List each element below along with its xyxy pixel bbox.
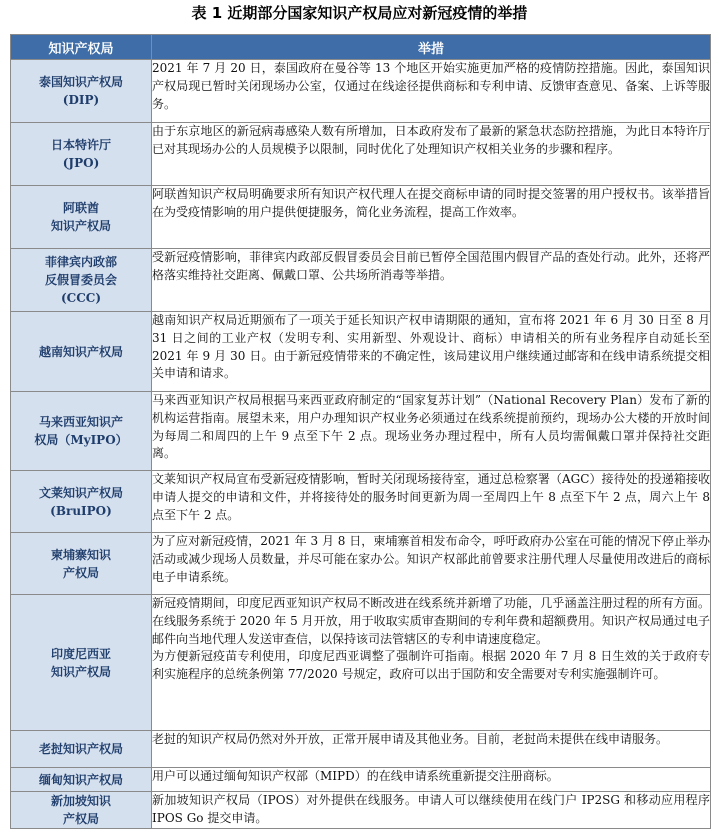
table-row (11, 595, 711, 731)
measure-description-cell (152, 123, 711, 186)
measure-paragraph: 为了应对新冠疫情，2021 年 3 月 8 日，柬埔寨首相发布命令，呼吁政府办公室在可能的情况下停止举办活动或减少现场人员数量，并尽可能在家办公。知识产权部此前曾要求注册代理人尽量使用改进后的商标电子申请系统。 (152, 534, 710, 584)
office-name-cell (11, 312, 152, 392)
measure-description-cell (152, 792, 711, 829)
measure-description-cell (152, 312, 711, 392)
table-row (11, 792, 711, 829)
table-row (11, 249, 711, 312)
office-name-cell (11, 768, 152, 792)
office-name-cell (11, 533, 152, 595)
measure-paragraph: 阿联酋知识产权局明确要求所有知识产权代理人在提交商标申请的同时提交签署的用户授权书。该举措旨在为受疫情影响的用户提供便捷服务，简化业务流程，提高工作效率。 (152, 187, 710, 219)
office-name-line: 日本特许厅 (50, 138, 111, 152)
office-name-line: 泰国知识产权局 (38, 75, 123, 89)
measure-paragraph: 由于东京地区的新冠病毒感染人数有所增加，日本政府发布了最新的紧急状态防控措施，为此日本特许厅已对其现场办公的人员规模予以限制，同时优化了处理知识产权相关业务的步骤和程序。 (152, 124, 710, 156)
table-row (11, 471, 711, 533)
table-row (11, 768, 711, 792)
measure-description-cell (152, 471, 711, 533)
measure-paragraph: 受新冠疫情影响，菲律宾内政部反假冒委员会目前已暂停全国范围内假冒产品的查处行动。此外，还将严格落实维持社交距离、佩戴口罩、公共场所消毒等举措。 (152, 250, 710, 282)
office-name-cell (11, 249, 152, 312)
office-name-line: (JPO) (62, 156, 100, 170)
header-measures: 举措 (152, 35, 711, 60)
table-row (11, 123, 711, 186)
measure-paragraph: 马来西亚知识产权局根据马来西亚政府制定的“国家复苏计划”（National Recovery Plan）发布了新的机构运营指南。展望未来，用户办理知识产权业务必须通过在线系统提前预约，现场办公大楼的开放时间为每周二和周四的上午 9 点至下午 2 点。现场业务办理过程中，所有人员均需佩戴口罩并保持社交距离。 (152, 393, 710, 461)
office-name-line: 反假冒委员会 (44, 273, 117, 287)
ip-measures-table (10, 34, 711, 829)
office-name-line: 知识产权局 (50, 664, 111, 679)
office-name-line: 马来西亚知识产 (38, 415, 123, 429)
table-header-row (11, 35, 711, 60)
office-name-cell (11, 186, 152, 249)
office-name-line: 越南知识产权局 (38, 344, 123, 359)
office-name-line: (CCC) (60, 291, 101, 305)
table-row (11, 392, 711, 471)
measure-paragraph: 2021 年 7 月 20 日，泰国政府在曼谷等 13 个地区开始实施更加严格的疫情防控措施。因此，泰国知识产权局现已暂时关闭现场办公室，仅通过在线途径提供商标和专利申请、反馈审查意见、备案、上诉等服务。 (152, 61, 710, 111)
office-name-line: 权局（MyIPO） (34, 433, 128, 447)
measure-paragraph: 用户可以通过缅甸知识产权部（MIPD）的在线申请系统重新提交注册商标。 (152, 769, 559, 783)
measure-description-cell (152, 186, 711, 249)
measure-description-cell (152, 392, 711, 471)
office-name-line: (DIP) (62, 93, 100, 107)
office-name-line: (BruIPO) (50, 503, 112, 518)
office-name-cell (11, 731, 152, 768)
table-row (11, 60, 711, 123)
office-name-line: 柬埔寨知识 (50, 547, 111, 562)
measure-description-cell (152, 731, 711, 768)
measure-description-cell (152, 768, 711, 792)
header-office: 知识产权局 (11, 35, 152, 60)
office-name-line: 菲律宾内政部 (44, 255, 117, 269)
office-name-cell (11, 123, 152, 186)
office-name-cell (11, 595, 152, 731)
office-name-cell (11, 60, 152, 123)
office-name-cell (11, 471, 152, 533)
table-row (11, 533, 711, 595)
table-row (11, 312, 711, 392)
measure-paragraph: 文莱知识产权局宣布受新冠疫情影响，暂时关闭现场接待室，通过总检察署（AGC）接待处的投递箱接收申请人提交的申请和文件，并将接待处的服务时间更新为周一至周四上午 8 点至下午 2 点，周六上午 8 点至下午 2 点。 (152, 472, 710, 522)
table-row (11, 186, 711, 249)
office-name-line: 知识产权局 (50, 219, 111, 233)
office-name-line: 缅甸知识产权局 (38, 772, 123, 787)
measure-paragraph: 老挝的知识产权局仍然对外开放，正常开展申请及其他业务。目前，老挝尚未提供在线申请服务。 (152, 732, 669, 746)
measure-paragraph: 为方便新冠疫苗专利使用，印度尼西亚调整了强制许可指南。根据 2020 年 7 月 8 日生效的关于政府专利实施程序的总统条例第 77/2020 号规定，政府可以出于国防和安全需要对专利实施强制许可。 (152, 649, 710, 682)
office-name-cell (11, 392, 152, 471)
office-name-line: 产权局 (62, 812, 99, 826)
office-name-line: 印度尼西亚 (50, 646, 111, 661)
measure-description-cell (152, 249, 711, 312)
office-name-line: 阿联酋 (62, 201, 99, 215)
office-name-line: 产权局 (62, 565, 99, 580)
measure-paragraph: 新加坡知识产权局（IPOS）对外提供在线服务。申请人可以继续使用在线门户 IP2SG 和移动应用程序 IPOS Go 提交申请。 (152, 793, 710, 825)
table-caption: 表 1 近期部分国家知识产权局应对新冠疫情的举措 (191, 4, 528, 22)
office-name-line: 老挝知识产权局 (38, 742, 123, 756)
office-name-line: 新加坡知识 (50, 794, 111, 808)
office-name-line: 文莱知识产权局 (38, 485, 123, 500)
office-name-cell (11, 792, 152, 829)
table-row (11, 731, 711, 768)
measure-description-cell (152, 60, 711, 123)
measure-description-cell (152, 533, 711, 595)
measure-description-cell (152, 595, 711, 731)
measure-paragraph: 新冠疫情期间，印度尼西亚知识产权局不断改进在线系统并新增了功能，几乎涵盖注册过程的所有方面。在线服务系统于 2020 年 5 月开放，用于收取实质审查期间的专利年费和超额费用。知识产权局通过电子邮件向当地代理人发送审查信，以保持该司法管辖区的专利申请速度稳定。 (152, 596, 710, 646)
measure-paragraph: 越南知识产权局近期颁布了一项关于延长知识产权申请期限的通知，宣布将 2021 年 6 月 30 日至 8 月 31 日之间的工业产权（发明专利、实用新型、外观设计、商标）申请相关的所有业务程序自动延长至 2021 年 9 月 30 日。由于新冠疫情带来的不确定性，该局建议用户继续通过邮寄和在线申请系统提交相关申请和请求。 (152, 313, 710, 381)
